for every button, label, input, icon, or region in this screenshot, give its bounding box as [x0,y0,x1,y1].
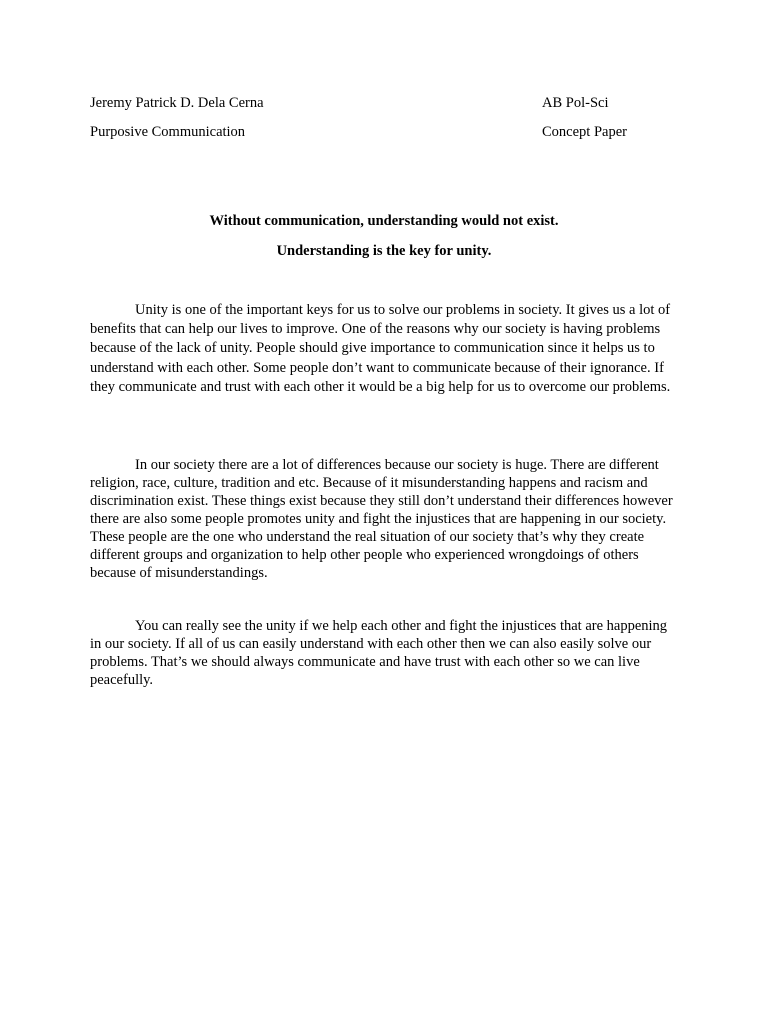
title-line-1: Without communication, understanding would not exist. [209,213,559,229]
course-name: Purposive Communication [90,124,246,140]
body-paragraph-3: You can really see the unity if we help each other and fight the injustices that are happening in our society. If all of us can easily understand with each other then we can also easily solve our problems. That’s we should always communicate and have trust with each other so we can live peacefully. [90,618,668,688]
program-name: AB Pol-Sci [542,95,609,111]
author-name: Jeremy Patrick D. Dela Cerna [90,95,264,111]
body-paragraph-1: Unity is one of the important keys for us to solve our problems in society. It gives us a lot of benefits that can help our lives to improve. One of the reasons why our society is having problems because of the lack of unity. People should give importance to communication since it helps us to understand with each other. Some people don’t want to communicate because of their ignorance. If they communicate and trust with each other it would be a big help for us to overcome our problems. [90,302,671,395]
document-type: Concept Paper [542,124,627,140]
body-paragraph-2: In our society there are a lot of differences because our society is huge. There are different religion, race, culture, tradition and etc. Because of it misunderstanding happens and racism and discrimination exist. These things exist because they still don’t understand their differences however there are also some people promotes unity and fight the injustices that are happening in our society. These people are the one who understand the real situation of our society that’s why they create different groups and organization to help other people who experienced wrongdoings of others because of misunderstandings. [90,457,673,581]
title-line-2: Understanding is the key for unity. [276,243,492,259]
